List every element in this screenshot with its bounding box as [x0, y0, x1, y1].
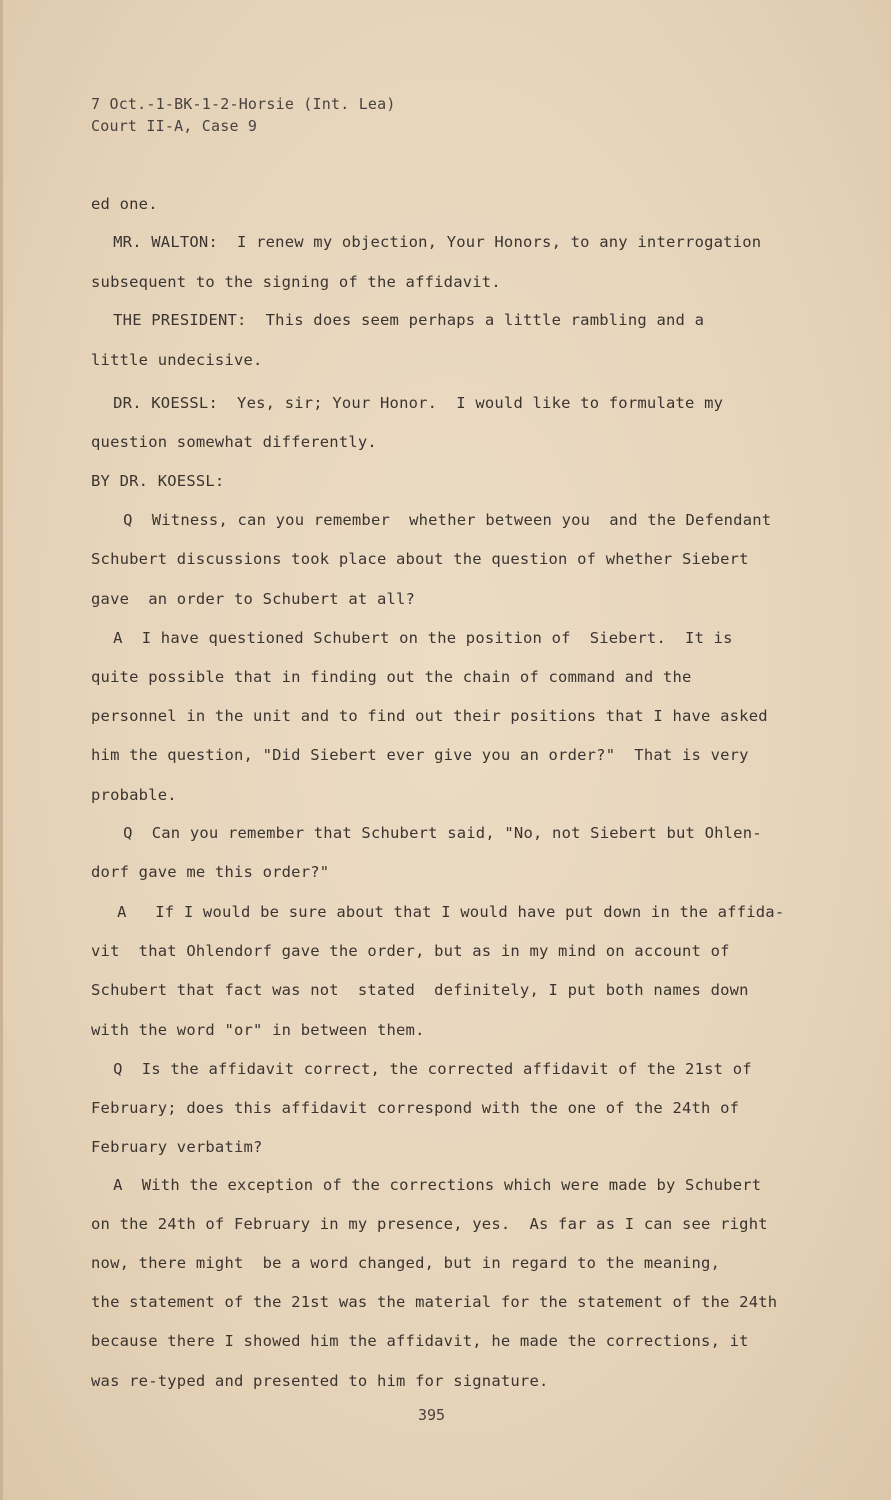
text-line: Schubert that fact was not stated definitely, I put both names down: [91, 981, 749, 999]
text-line: him the question, "Did Siebert ever give you an order?" That is very: [91, 746, 749, 764]
text-line: question somewhat differently.: [91, 433, 377, 451]
text-line: Q Witness, can you remember whether between you and the Defendant: [85, 511, 772, 529]
text-line: little undecisive.: [91, 351, 263, 369]
text-line: BY DR. KOESSL:: [91, 472, 225, 490]
text-line: subsequent to the signing of the affidavit.: [91, 273, 501, 291]
text-line: the statement of the 21st was the material for the statement of the 24th: [91, 1293, 778, 1311]
text-line: because there I showed him the affidavit, he made the corrections, it: [91, 1332, 749, 1350]
text-line: Q Is the affidavit correct, the corrected affidavit of the 21st of: [75, 1060, 752, 1078]
text-line: DR. KOESSL: Yes, sir; Your Honor. I would like to formulate my: [75, 394, 724, 412]
text-line: February verbatim?: [91, 1138, 263, 1156]
header-line-1: 7 Oct.-1-BK-1-2-Horsie (Int. Lea): [91, 95, 396, 113]
text-line: ed one.: [91, 195, 158, 213]
text-line: quite possible that in finding out the chain of command and the: [91, 668, 692, 686]
text-line: A With the exception of the corrections which were made by Schubert: [75, 1176, 762, 1194]
text-line: A If I would be sure about that I would have put down in the affida-: [79, 903, 785, 921]
text-line: dorf gave me this order?": [91, 863, 330, 881]
text-line: probable.: [91, 786, 177, 804]
text-line: THE PRESIDENT: This does seem perhaps a little rambling and a: [75, 311, 705, 329]
text-line: MR. WALTON: I renew my objection, Your Honors, to any interrogation: [75, 233, 762, 251]
text-line: A I have questioned Schubert on the position of Siebert. It is: [75, 629, 733, 647]
text-line: with the word "or" in between them.: [91, 1021, 425, 1039]
text-line: Schubert discussions took place about the question of whether Siebert: [91, 550, 749, 568]
text-line: personnel in the unit and to find out their positions that I have asked: [91, 707, 768, 725]
text-line: on the 24th of February in my presence, yes. As far as I can see right: [91, 1215, 768, 1233]
header-line-2: Court II-A, Case 9: [91, 117, 258, 135]
page-number: 395: [418, 1406, 446, 1424]
text-line: Q Can you remember that Schubert said, "No, not Siebert but Ohlen-: [85, 824, 762, 842]
text-line: February; does this affidavit correspond with the one of the 24th of: [91, 1099, 740, 1117]
text-line: vit that Ohlendorf gave the order, but as in my mind on account of: [91, 942, 730, 960]
text-line: now, there might be a word changed, but in regard to the meaning,: [91, 1254, 721, 1272]
text-line: gave an order to Schubert at all?: [91, 590, 416, 608]
text-line: was re-typed and presented to him for signature.: [91, 1372, 549, 1390]
